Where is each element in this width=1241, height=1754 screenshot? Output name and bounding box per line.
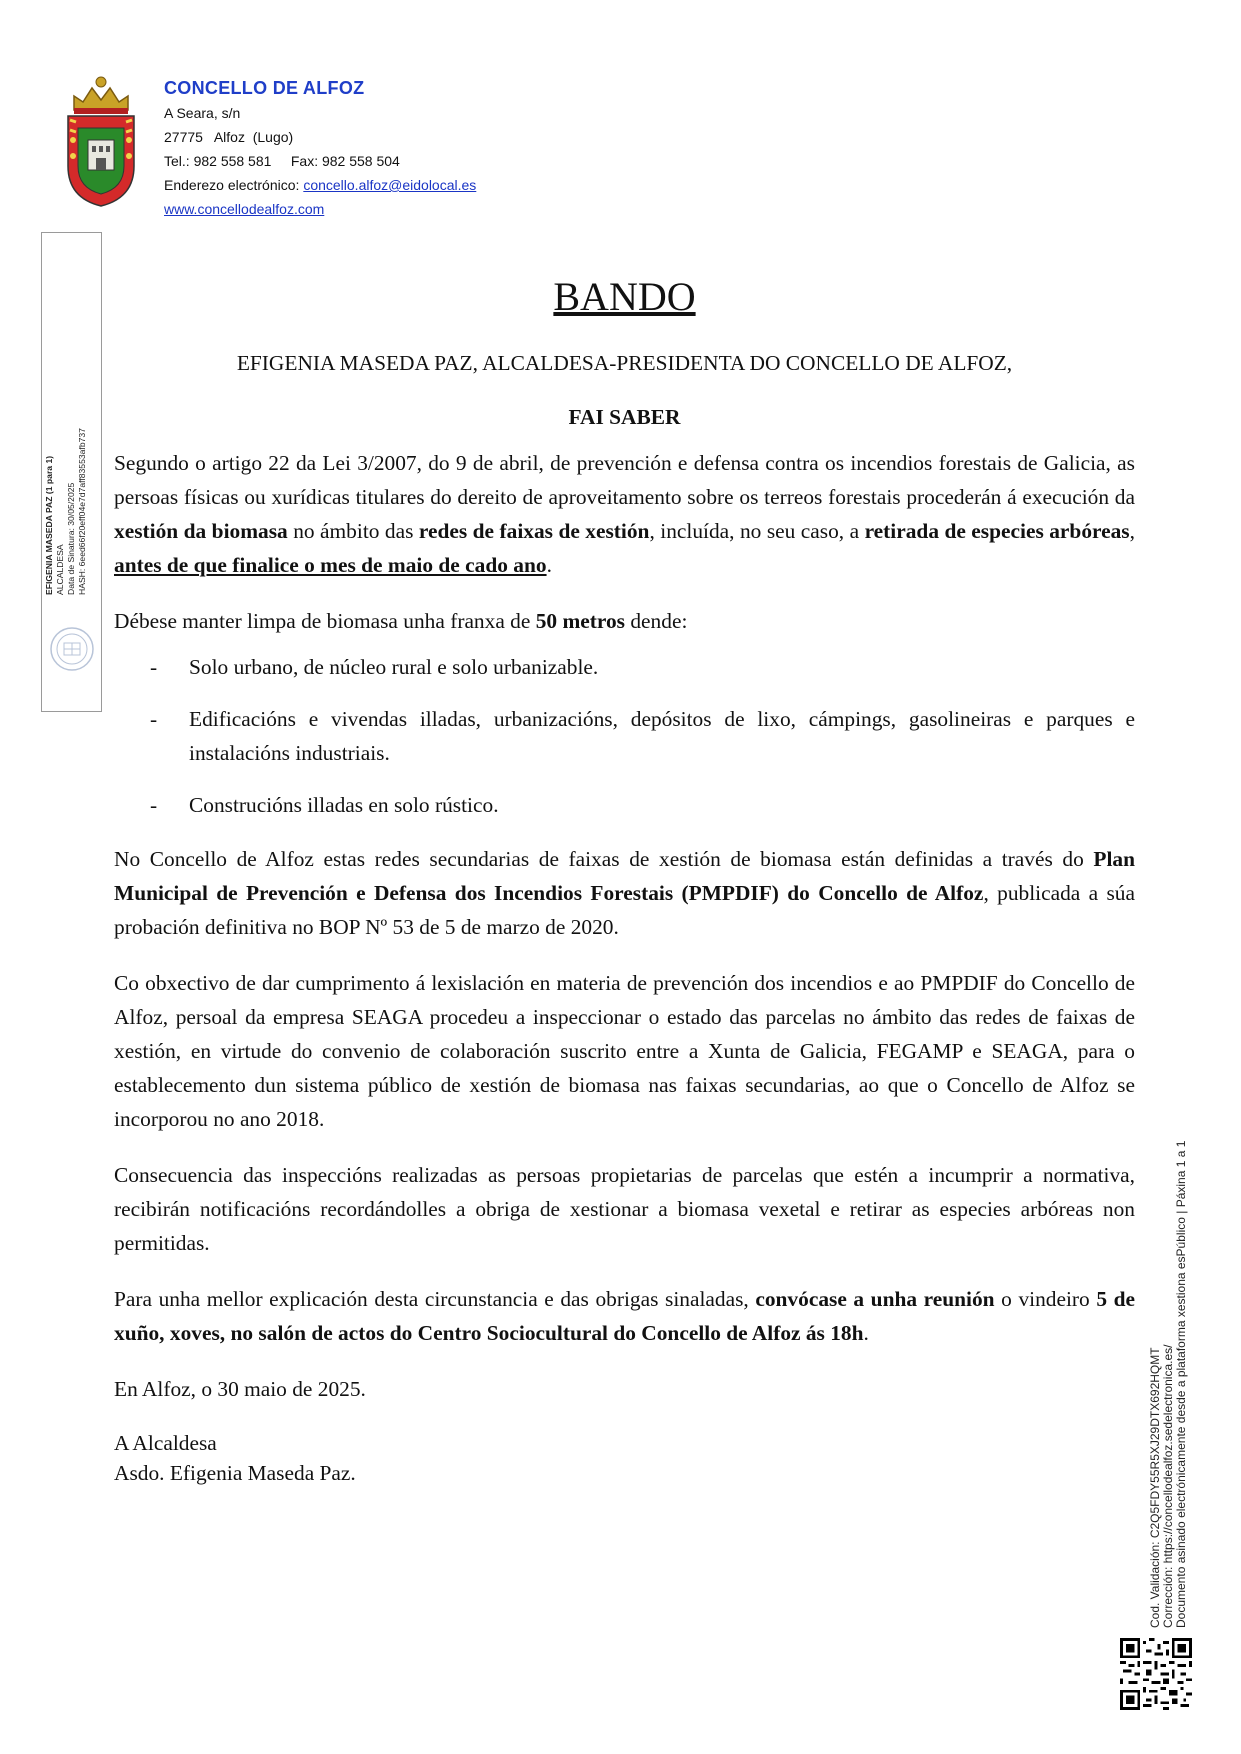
bold-span: redes de faixas de xestión (418, 519, 650, 543)
text-span: no ámbito das (287, 519, 419, 543)
signature-block (114, 1428, 1135, 1488)
text-span: . (863, 1321, 869, 1345)
address: A Seara, s/n (164, 105, 241, 121)
bold-span: retirada de especies arbóreas (864, 519, 1130, 543)
list-item-text: Solo urbano, de núcleo rural e solo urbanizable. (189, 655, 599, 679)
bullet-marker: - (150, 793, 158, 817)
list-item (114, 702, 1135, 770)
paragraph-inspection: Co obxectivo de dar cumprimento á lexislación en materia de prevención dos incendios e ao PMPDIF do Concello de Alfoz, persoal da empresa SEAGA procedeu a inspeccionar o estado das parcelas no ámbito das redes de faixas de xestión, en virtude do convenio de colaboración suscrito entre a Xunta de Galicia, FEGAMP e SEAGA, para o establecemento dun sistema público de xestión de biomasa nas faixas secundarias, ao que o Concello de Alfoz se incorporou no ano 2018. (114, 971, 1135, 1131)
list-item-text: Edificacións e vivendas illadas, urbanizacións, depósitos de lixo, cámpings, gasolineiras e parques e instalacións industriais. (189, 707, 1135, 765)
text-span: o vindeiro (994, 1287, 1097, 1311)
validation-url: Corrección: https://concellodealfoz.sedelectronica.es/ (1161, 1344, 1175, 1628)
issuer-line: EFIGENIA MASEDA PAZ, ALCALDESA-PRESIDENTA DO CONCELLO DE ALFOZ, (236, 351, 1013, 375)
text-span: Segundo o artigo 22 da Lei 3/2007, do 9 de abril, de prevención e defensa contra os incendios forestais de Galicia, as persoas físicas ou xurídicas titulares do dereito de aproveitamento sobre os terreos forestais procederán á execución da (114, 451, 1135, 509)
signer-role: A Alcaldesa (114, 1431, 217, 1455)
document-title: BANDO (553, 274, 696, 319)
website-link[interactable]: www.concellodealfoz.com (164, 201, 325, 217)
list-item-text: Construcións illadas en solo rústico. (189, 793, 499, 817)
validation-platform: Documento asinado electrónicamente desde a plataforma xestiona esPúblico | Páxina 1 a 1 (1174, 1140, 1188, 1628)
list-item (114, 788, 1135, 822)
paragraph-legal-basis (114, 446, 1135, 582)
qr-code-icon (1120, 1638, 1192, 1710)
text-span: Débese manter limpa de biomasa unha franxa de (114, 609, 536, 633)
text-span: Para unha mellor explicación desta circunstancia e das obrigas sinaladas, (114, 1287, 756, 1311)
deadline-span: antes de que finalice o mes de maio de cado ano (114, 553, 547, 577)
bullet-marker: - (150, 655, 158, 679)
text-span: , incluída, no seu caso, a (649, 519, 865, 543)
bold-span: Plan Municipal de Prevención e Defensa dos Incendios Forestais (PMPDIF) do Concello de Alfoz (114, 847, 1135, 905)
signature-info (44, 355, 88, 595)
date-line: En Alfoz, o 30 maio de 2025. (114, 1377, 366, 1401)
email-link[interactable]: concello.alfoz@eidolocal.es (303, 177, 477, 193)
phone-fax: Tel.: 982 558 581 Fax: 982 558 504 (164, 153, 400, 169)
email-line (164, 173, 476, 197)
text-span: , (1129, 519, 1135, 543)
bold-span: 50 metros (535, 609, 626, 633)
signer-name: Asdo. Efigenia Maseda Paz. (114, 1461, 356, 1485)
text-span: dende: (625, 609, 688, 633)
text-span: . (546, 553, 552, 577)
bullet-list (114, 650, 1135, 822)
paragraph-strip (114, 604, 1135, 638)
council-name: CONCELLO DE ALFOZ (164, 78, 365, 98)
paragraph-plan (114, 842, 1135, 944)
paragraph-consequence: Consecuencia das inspeccións realizadas as persoas propietarias de parcelas que estén a incumprir a normativa, recibirán notificacións recordándolles a obriga de xestionar a biomasa vexetal e retirar as especies arbóreas non permitidas. (114, 1163, 1135, 1255)
validation-code: Cod. Validación: C2Q5FDY55R5XJ29DTX692HQMT (1148, 1347, 1162, 1628)
email-label: Enderezo electrónico: (164, 177, 304, 193)
document-body (114, 268, 1135, 1488)
validation-info (1149, 1108, 1188, 1628)
text-span: , publicada a súa probación definitiva no BOP Nº 53 de 5 de marzo de 2020. (114, 881, 1135, 939)
bold-span: xestión da biomasa (114, 519, 288, 543)
seal-stamp-icon (48, 625, 96, 673)
bold-span: 5 de xuño, xoves, no salón de actos do Centro Sociocultural do Concello de Alfoz ás 18h (114, 1287, 1135, 1345)
paragraph-meeting (114, 1282, 1135, 1350)
signature-role: ALCALDESA (55, 544, 65, 595)
signature-date: Data de Sinatura: 30/05/2025 (66, 482, 76, 595)
letterhead (164, 75, 476, 221)
signature-signer: EFIGENIA MASEDA PAZ (1 para 1) (44, 455, 54, 595)
bold-span: convócase a unha reunión (755, 1287, 995, 1311)
announcement-heading: FAI SABER (568, 405, 681, 429)
list-item (114, 650, 1135, 684)
postal-address: 27775 Alfoz (Lugo) (164, 129, 294, 145)
text-span: No Concello de Alfoz estas redes secundarias de faixas de xestión de biomasa están definidas a través do (114, 847, 1094, 871)
coat-of-arms-logo (56, 70, 146, 210)
bullet-marker: - (150, 707, 158, 731)
signature-hash: HASH: 6eed66f20eff04e7d7aff83553afb737 (77, 428, 87, 595)
